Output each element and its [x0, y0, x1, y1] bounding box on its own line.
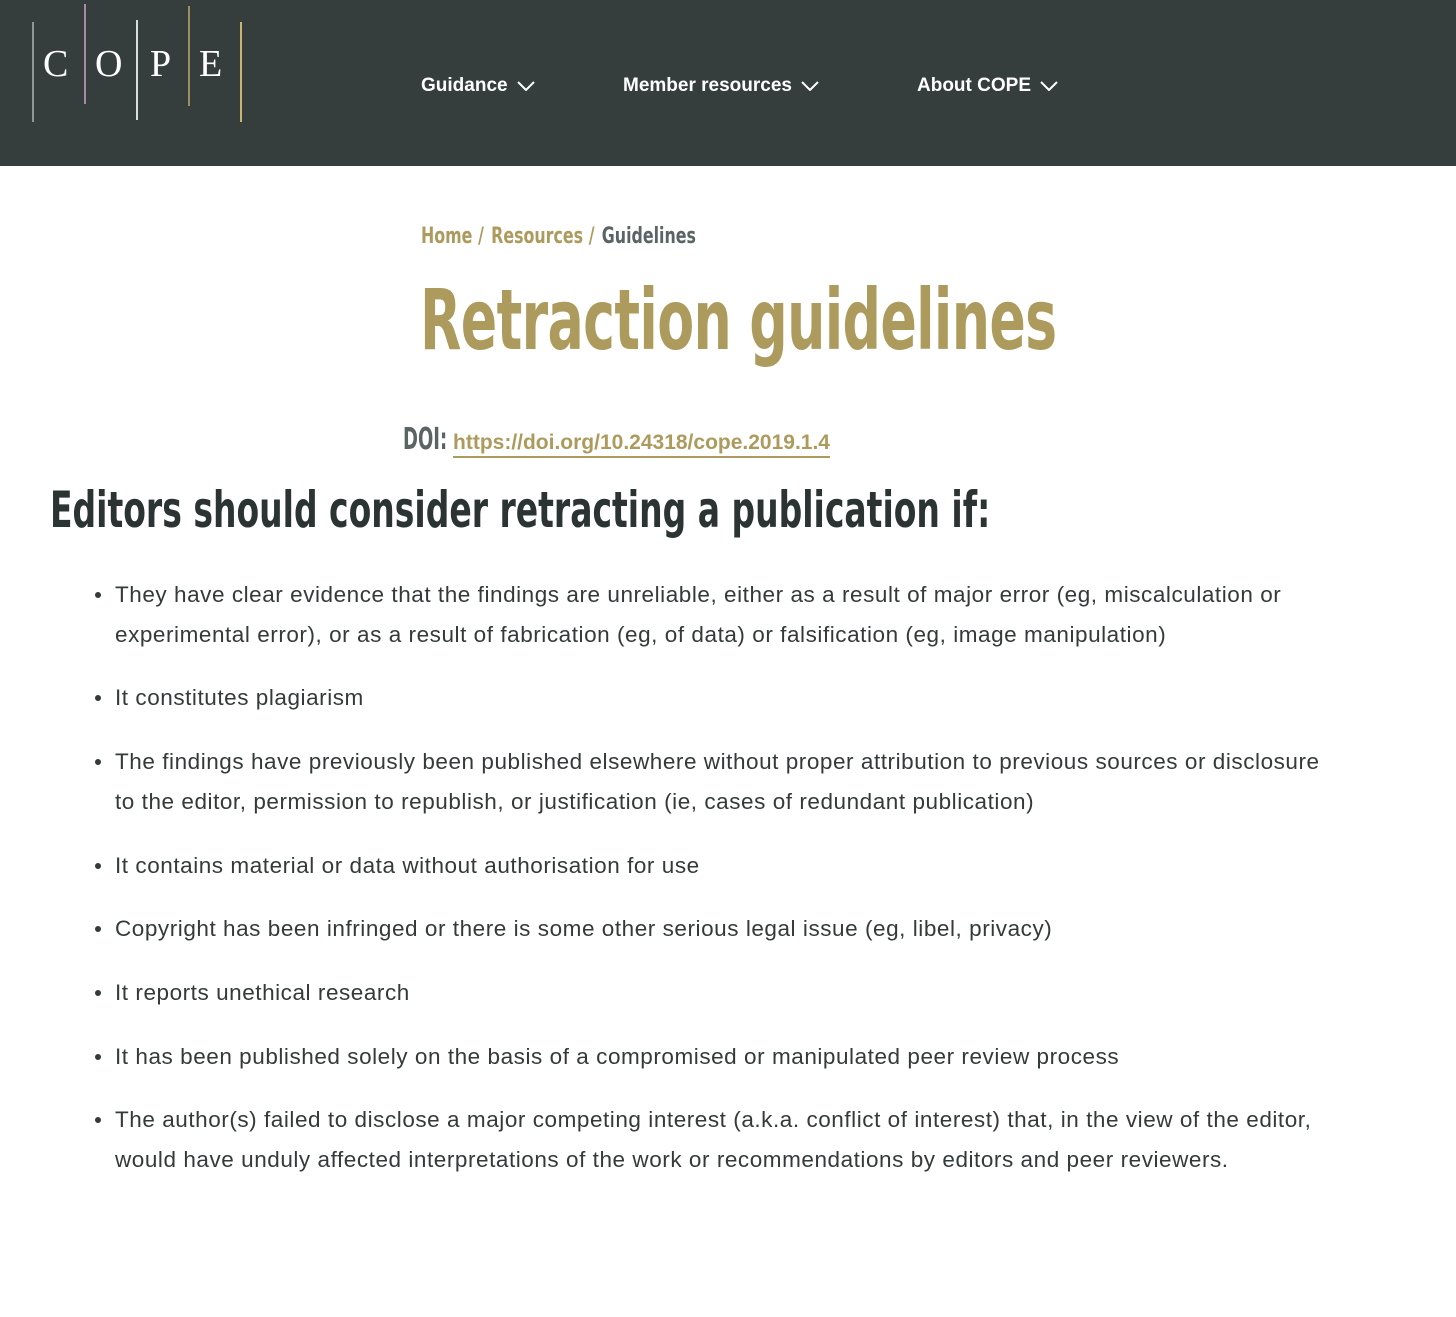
nav-about-cope-label: About COPE [917, 75, 1031, 96]
cope-logo[interactable] [30, 0, 250, 130]
logo-letter: P [150, 43, 172, 85]
list-item: It contains material or data without authorisation for use [115, 846, 1340, 886]
page-title: Retraction guidelines [420, 271, 1057, 369]
breadcrumb-resources[interactable]: Resources [491, 224, 584, 249]
nav-about-cope[interactable] [917, 75, 1058, 97]
list-item: It constitutes plagiarism [115, 678, 1340, 718]
list-item: Copyright has been infringed or there is some other serious legal issue (eg, libel, privacy) [115, 909, 1340, 949]
retraction-criteria-list [115, 575, 1340, 1204]
logo-letter: O [95, 43, 123, 85]
nav-guidance[interactable] [421, 75, 623, 97]
list-item: It has been published solely on the basis of a compromised or manipulated peer review process [115, 1037, 1340, 1077]
doi-label: DOI: [403, 422, 448, 457]
list-item: They have clear evidence that the findings are unreliable, either as a result of major error (eg, miscalculation or experimental error), or as a result of fabrication (eg, of data) or falsification (eg, image manipulation) [115, 575, 1340, 654]
breadcrumb [421, 224, 696, 249]
doi [403, 422, 830, 458]
main-nav [421, 70, 1058, 102]
nav-member-resources-label: Member resources [623, 75, 792, 96]
logo-bar [84, 4, 86, 104]
list-item: The author(s) failed to disclose a major competing interest (a.k.a. conflict of interest) that, in the view of the editor, would have unduly affected interpretations of the work or recommendations by editors and peer reviewers. [115, 1100, 1340, 1179]
logo-bar [188, 6, 190, 106]
section-heading: Editors should consider retracting a publication if: [50, 481, 991, 539]
chevron-down-icon [1040, 81, 1058, 91]
logo-bar [136, 20, 138, 120]
nav-member-resources[interactable] [623, 75, 917, 97]
logo-letter: E [199, 43, 223, 85]
nav-guidance-label: Guidance [421, 75, 508, 96]
breadcrumb-current: Guidelines [601, 224, 696, 249]
doi-link[interactable]: https://doi.org/10.24318/cope.2019.1.4 [453, 431, 830, 458]
logo-bar [240, 22, 242, 122]
logo-letter: C [43, 43, 69, 85]
logo-bar [32, 22, 34, 122]
chevron-down-icon [517, 81, 535, 91]
site-header [0, 0, 1456, 166]
breadcrumb-separator: / [478, 224, 484, 249]
breadcrumb-home[interactable]: Home [421, 224, 473, 249]
breadcrumb-separator: / [588, 224, 595, 249]
chevron-down-icon [801, 81, 819, 91]
list-item: The findings have previously been published elsewhere without proper attribution to previous sources or disclosure to the editor, permission to republish, or justification (ie, cases of redundant publication) [115, 742, 1340, 821]
list-item: It reports unethical research [115, 973, 1340, 1013]
